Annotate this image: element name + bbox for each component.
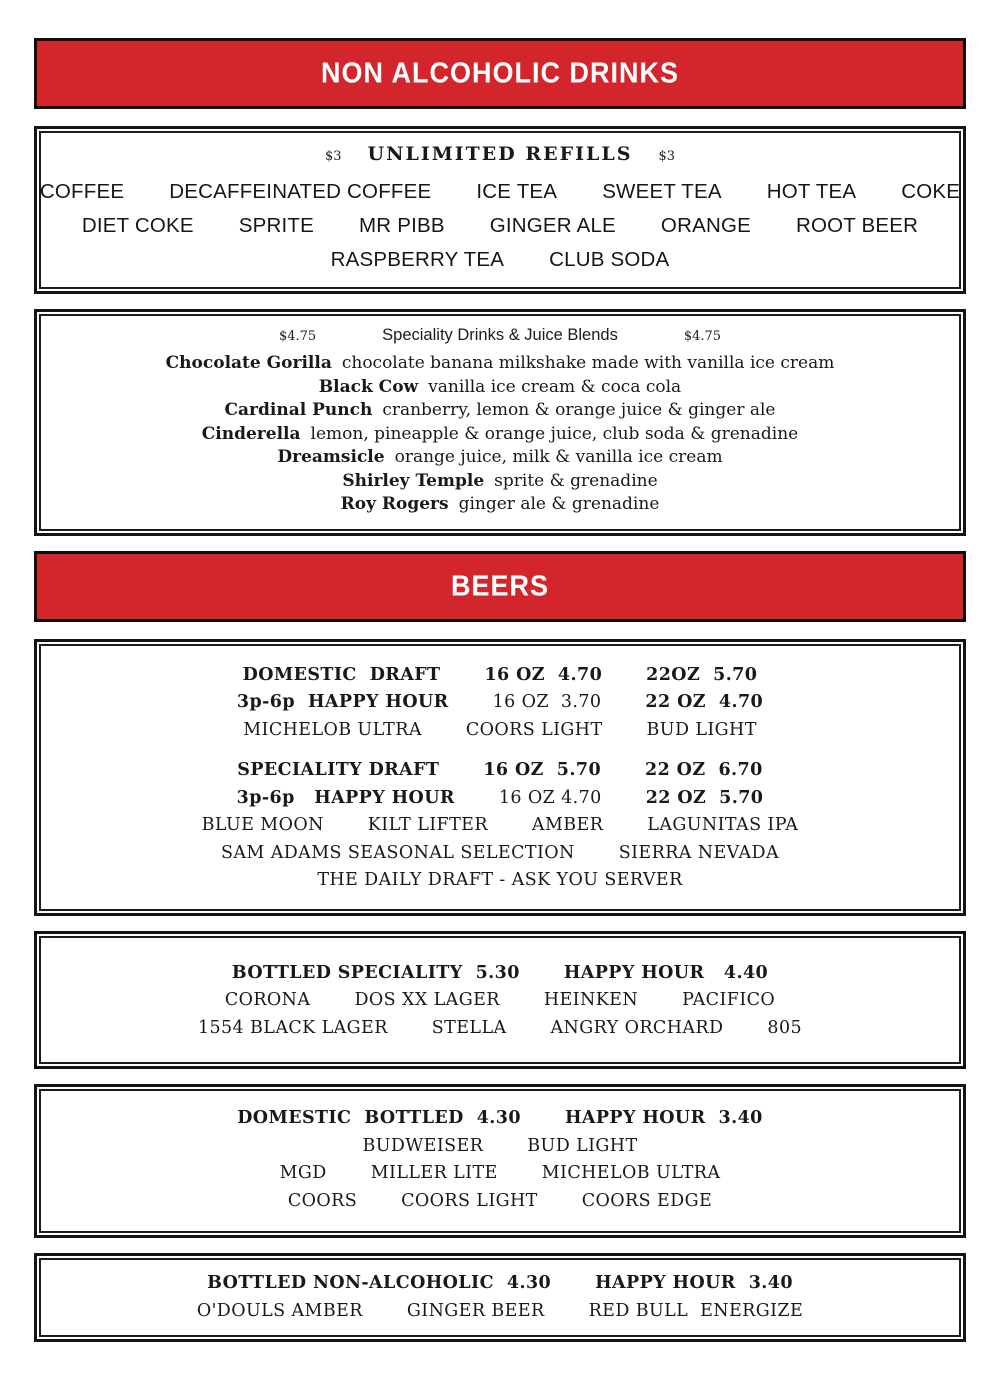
menu-text: HAPPY HOUR 4.40: [563, 962, 769, 983]
menu-text: 22 OZ 4.70: [645, 692, 764, 712]
menu-text: COORS LIGHT: [401, 1190, 538, 1211]
menu-text: BUDWEISER: [362, 1135, 484, 1156]
drink-description: orange juice, milk & vanilla ice cream: [394, 447, 723, 467]
menu-text: BOTTLED NON-ALCOHOLIC 4.30: [207, 1273, 552, 1293]
menu-line: [61, 812, 939, 840]
speciality-item: [57, 470, 943, 494]
menu-text: DOS XX LAGER: [354, 990, 500, 1010]
drink-name: Black Cow: [318, 376, 419, 397]
bottled-non-alcoholic-box: [34, 1253, 966, 1342]
menu-line: [61, 1270, 939, 1298]
speciality-item: [57, 352, 943, 376]
drink-description: vanilla ice cream & coca cola: [428, 376, 682, 397]
bottled-speciality-list: [61, 960, 939, 1043]
drink-name: Chocolate Gorilla: [165, 353, 332, 373]
menu-text: 1554 BLACK LAGER: [197, 1017, 388, 1038]
section-banner-beers: [34, 551, 966, 622]
menu-text: PACIFICO: [682, 990, 776, 1010]
menu-text: KILT LIFTER: [367, 815, 488, 835]
drink-name: Dreamsicle: [277, 447, 385, 467]
menu-text: LAGUNITAS IPA: [647, 815, 799, 835]
section-title-beers: BEERS: [450, 569, 550, 602]
menu-line: [61, 987, 939, 1015]
drink-description: cranberry, lemon & orange juice & ginger ale: [382, 400, 776, 420]
drink-name: ICE TEA: [476, 180, 558, 203]
drink-name: GINGER ALE: [489, 214, 616, 237]
menu-text: 805: [767, 1017, 803, 1038]
menu-text: MILLER LITE: [370, 1163, 498, 1183]
drink-description: chocolate banana milkshake made with vanilla ice cream: [341, 353, 835, 373]
speciality-item: [57, 399, 943, 423]
menu-text: BUD LIGHT: [646, 719, 757, 740]
drink-description: lemon, pineapple & orange juice, club soda & grenadine: [310, 423, 799, 444]
menu-text: 16 OZ 3.70: [492, 692, 602, 712]
drink-description: ginger ale & grenadine: [458, 494, 660, 514]
menu-text: 3p-6p HAPPY HOUR: [236, 787, 455, 808]
menu-text: O'DOULS AMBER: [196, 1300, 363, 1321]
drinks-row: [39, 175, 961, 209]
menu-text: MICHELOB ULTRA: [541, 1163, 721, 1183]
refills-price-right: $3: [658, 149, 675, 164]
drink-name: Shirley Temple: [342, 470, 485, 491]
drink-name: ROOT BEER: [795, 214, 919, 237]
speciality-items-list: [57, 352, 943, 517]
menu-line: [61, 757, 939, 785]
bottled-non-alcoholic-list: [61, 1270, 939, 1325]
drinks-row: [57, 243, 943, 277]
refills-price-left: $3: [325, 149, 342, 164]
menu-text: SPECIALITY DRAFT: [237, 760, 440, 780]
menu-text: BLUE MOON: [201, 815, 324, 835]
menu-text: COORS EDGE: [581, 1190, 713, 1211]
menu-text: HAPPY HOUR 3.40: [595, 1273, 793, 1293]
menu-text: 16 OZ 4.70: [484, 664, 603, 685]
drink-name: CLUB SODA: [549, 248, 670, 271]
drink-name: Cardinal Punch: [224, 400, 373, 420]
menu-text: 16 OZ 5.70: [483, 760, 602, 780]
menu-line: [61, 1188, 939, 1216]
menu-text: CORONA: [224, 990, 311, 1010]
speciality-drinks-box: [34, 309, 966, 536]
drink-name: HOT TEA: [766, 180, 857, 203]
menu-text: SAM ADAMS SEASONAL SELECTION: [220, 842, 575, 863]
drink-description: sprite & grenadine: [494, 470, 658, 491]
refills-title: UNLIMITED REFILLS: [367, 143, 633, 165]
refills-header: [57, 143, 943, 165]
drink-name: Cinderella: [201, 423, 301, 444]
drink-name: ORANGE: [660, 214, 751, 237]
menu-text: COORS: [287, 1190, 358, 1211]
menu-line: [61, 717, 939, 745]
menu-text: THE DAILY DRAFT - ASK YOU SERVER: [317, 870, 683, 890]
speciality-price-left: $4.75: [278, 329, 317, 344]
menu-line: [61, 662, 939, 690]
menu-text: DOMESTIC BOTTLED 4.30: [237, 1108, 521, 1128]
drink-name: Roy Rogers: [340, 494, 449, 514]
drink-name: RASPBERRY TEA: [330, 248, 505, 271]
menu-line: [61, 960, 939, 988]
menu-line: [61, 689, 939, 717]
menu-text: BUD LIGHT: [527, 1135, 638, 1156]
drink-name: MR PIBB: [359, 214, 445, 237]
speciality-item: [57, 376, 943, 400]
menu-text: AMBER: [531, 815, 604, 835]
unlimited-refills-box: [34, 126, 966, 294]
menu-text: STELLA: [431, 1017, 507, 1038]
menu-line: [61, 840, 939, 868]
draft-lines-list: [61, 662, 939, 895]
drink-name: SPRITE: [238, 214, 315, 237]
menu-text: RED BULL ENERGIZE: [588, 1300, 804, 1321]
drinks-row: [57, 209, 943, 243]
menu-line: [61, 867, 939, 895]
domestic-bottled-box: [34, 1084, 966, 1238]
menu-line: [61, 1015, 939, 1043]
speciality-item: [57, 446, 943, 470]
menu-text: MICHELOB ULTRA: [243, 719, 422, 740]
menu-text: 22 OZ 5.70: [645, 787, 764, 808]
section-banner-non-alcoholic: [34, 38, 966, 109]
section-title-non-alcoholic: NON ALCOHOLIC DRINKS: [321, 57, 679, 89]
menu-text: COORS LIGHT: [465, 719, 603, 740]
draft-beers-box: [34, 639, 966, 916]
menu-text: SIERRA NEVADA: [618, 842, 780, 863]
menu-line: [61, 1133, 939, 1161]
speciality-header: [57, 326, 943, 345]
speciality-item: [57, 423, 943, 447]
refill-drinks-list: [39, 175, 961, 277]
drink-name: DECAFFEINATED COFFEE: [169, 180, 432, 203]
menu-text: HAPPY HOUR 3.40: [564, 1108, 763, 1128]
menu-text: BOTTLED SPECIALITY 5.30: [231, 962, 520, 983]
drink-name: SWEET TEA: [602, 180, 722, 203]
menu-text: 22OZ 5.70: [646, 664, 758, 685]
menu-text: DOMESTIC DRAFT: [242, 664, 441, 685]
menu-text: 16 OZ 4.70: [498, 787, 602, 808]
menu-text: MGD: [279, 1163, 327, 1183]
domestic-bottled-list: [61, 1105, 939, 1215]
menu-text: 22 OZ 6.70: [645, 760, 763, 780]
drink-name: COFFEE: [39, 180, 125, 203]
menu-text: GINGER BEER: [406, 1300, 545, 1321]
menu-text: ANGRY ORCHARD: [550, 1017, 724, 1038]
speciality-title: Speciality Drinks & Juice Blends: [382, 326, 618, 344]
menu-line: [61, 1105, 939, 1133]
bottled-speciality-box: [34, 931, 966, 1070]
menu-text: HEINKEN: [543, 990, 639, 1010]
drink-name: DIET COKE: [81, 214, 194, 237]
menu-line: [61, 1160, 939, 1188]
menu-line: [61, 1298, 939, 1326]
menu-line: [61, 785, 939, 813]
menu-text: 3p-6p HAPPY HOUR: [236, 692, 449, 712]
speciality-price-right: $4.75: [683, 329, 722, 344]
drink-name: COKE: [901, 180, 961, 203]
speciality-item: [57, 493, 943, 517]
